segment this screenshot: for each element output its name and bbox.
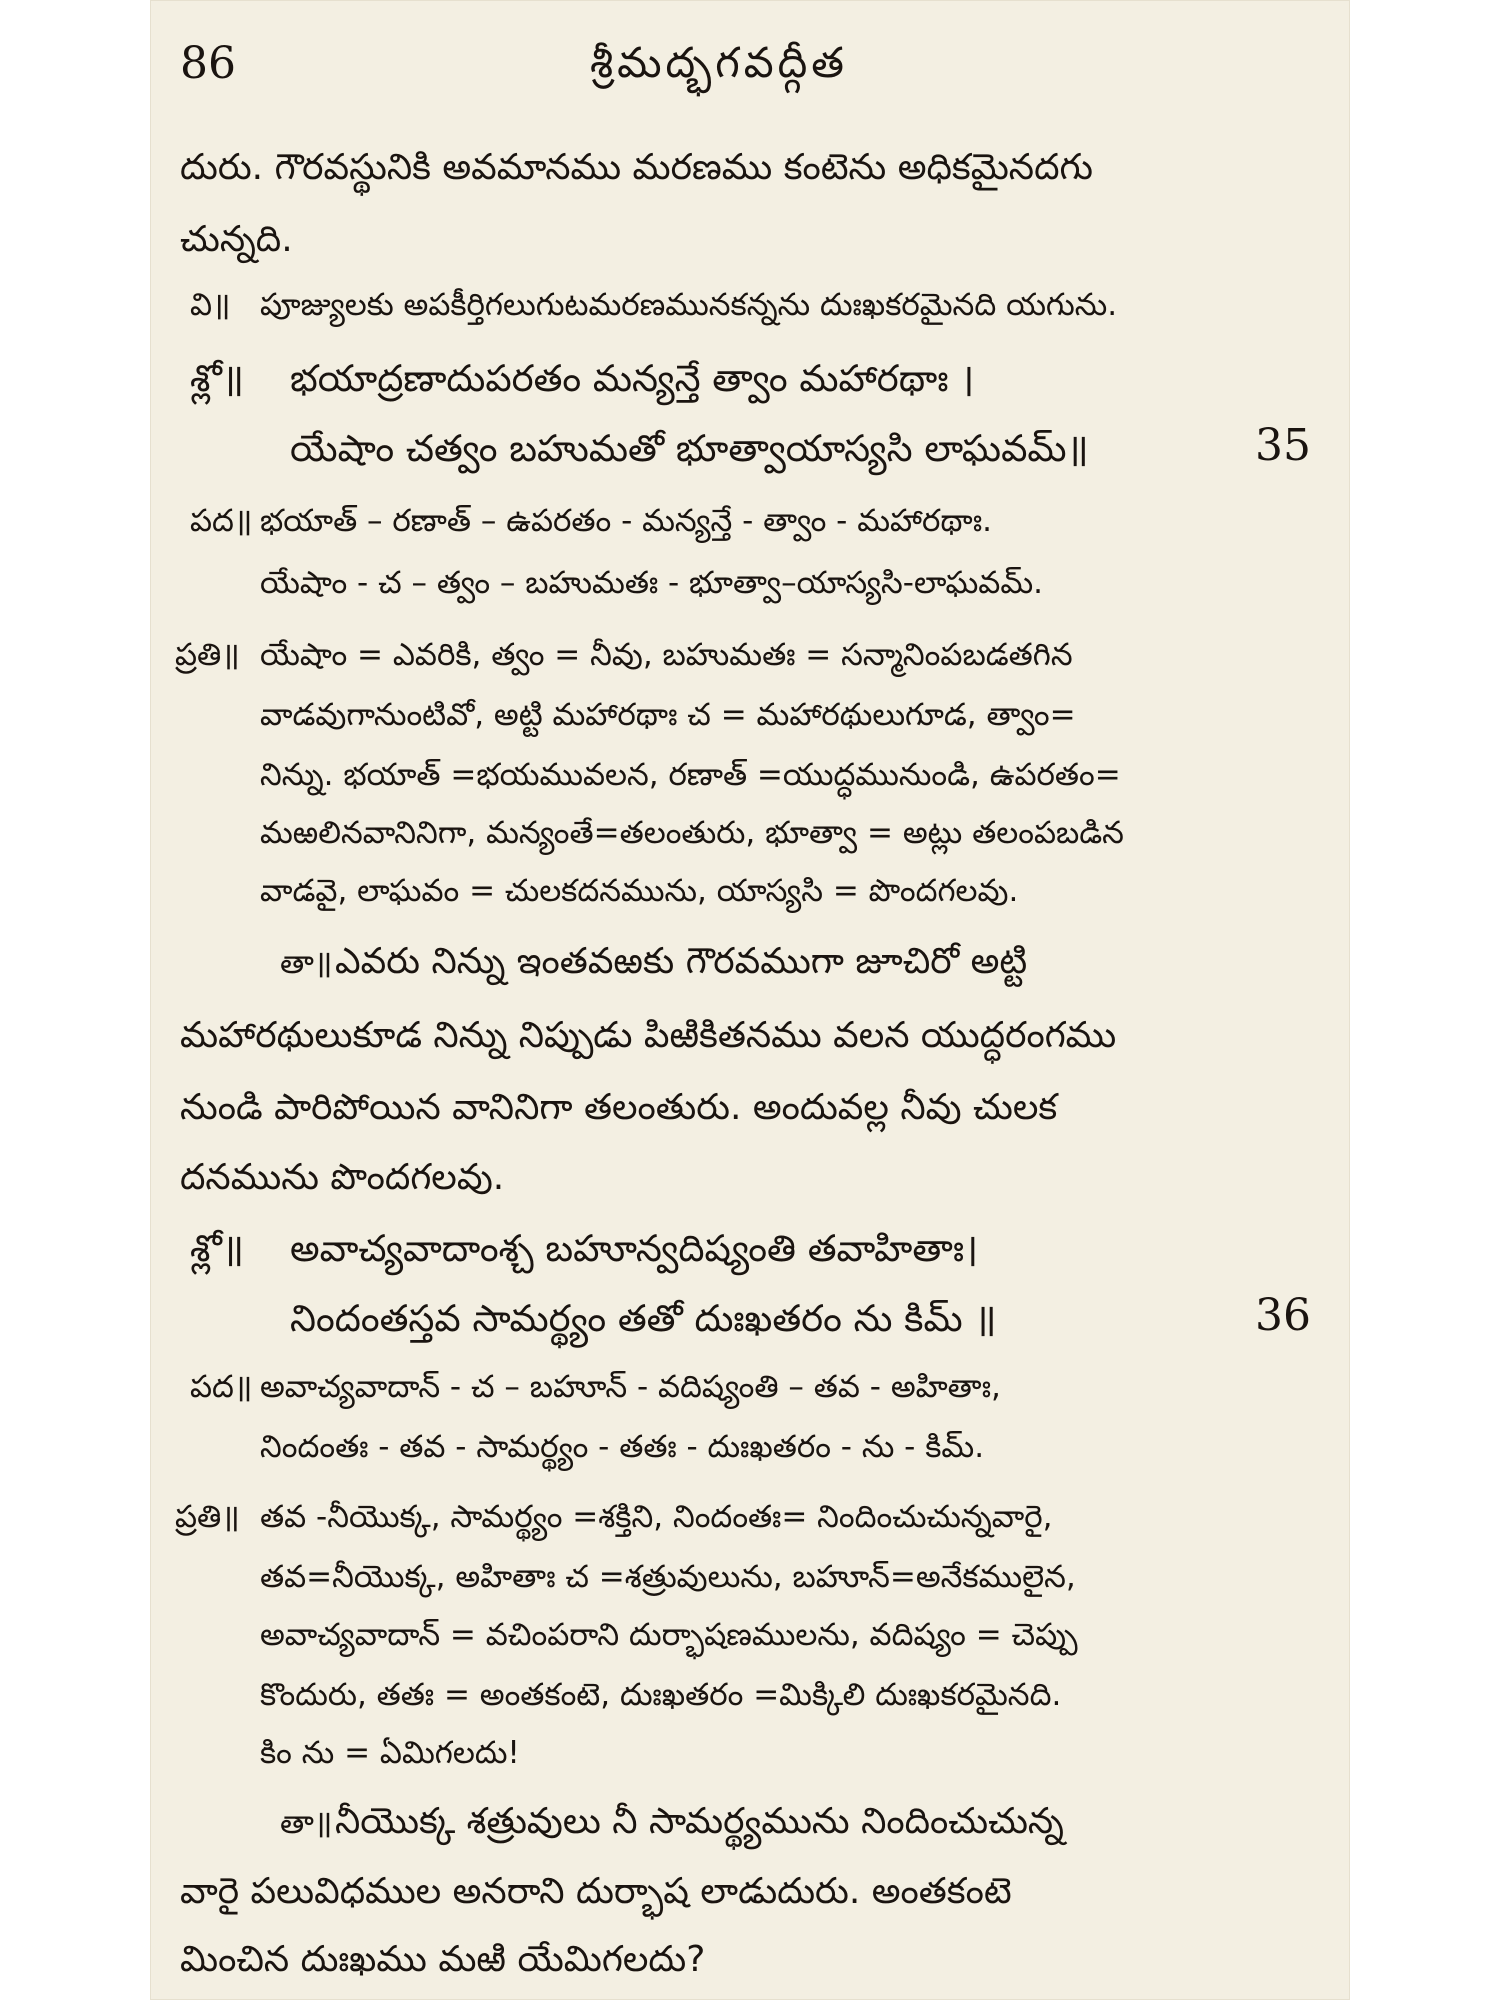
pada-line: అవాచ్యవాదాన్ - చ – బహూన్ - వదిష్యంతి – తవ - అహితాః, xyxy=(260,1369,1001,1405)
prati-line: కొందురు, తతః = అంతకంటె, దుఃఖతరం =మిక్కిలి దుఃఖకరమైనది. xyxy=(260,1677,1062,1713)
pada-label: పద॥ xyxy=(190,1369,253,1405)
book-page xyxy=(150,0,1350,2000)
pada-label: పద॥ xyxy=(190,503,253,539)
taa-label: తా॥ xyxy=(280,1805,333,1841)
prati-line: తవ=నీయొక్క, అహితాః చ =శత్రువులును, బహూన్=అనేకములైన, xyxy=(260,1559,1076,1595)
prati-line: వాడవుగానుంటివో, అట్టి మహారథాః చ = మహారథులుగూడ, త్వాం= xyxy=(260,697,1076,733)
paragraph-line: దనమును పొందగలవు. xyxy=(180,1157,505,1198)
paragraph-line: ఎవరు నిన్ను ఇంతవఱకు గౌరవముగా జూచిరో అట్టి xyxy=(335,941,1028,982)
pada-line: భయాత్ – రణాత్ – ఉపరతం - మన్యన్తే - త్వాం - మహారథాః. xyxy=(260,503,992,539)
paragraph-line: దురు. గౌరవస్థునికి అవమానము మరణము కంటెను అధికమైనదగు xyxy=(180,147,1093,188)
verse-number: 35 xyxy=(1255,420,1311,471)
prati-line: మఱలినవానినిగా, మన్యంతే=తలంతురు, భూత్వా = అట్లు తలంపబడిన xyxy=(260,815,1124,851)
paragraph-line: మించిన దుఃఖము మఱి యేమిగలదు? xyxy=(180,1939,706,1980)
page-header-title: శ్రీమద్భగవద్గీత xyxy=(590,38,848,87)
sloka-label: శ్లో॥ xyxy=(190,1227,245,1270)
paragraph-line: మహారథులుకూడ నిన్ను నిప్పుడు పిఱికితనము వలన యుద్ధరంగము xyxy=(180,1015,1117,1056)
prati-label: ప్రతి॥ xyxy=(175,637,240,673)
taa-label: తా॥ xyxy=(280,945,333,981)
pada-line: నిందంతః - తవ - సామర్థ్యం - తతః - దుఃఖతరం - ను - కిమ్. xyxy=(260,1429,985,1465)
verse-line: భయాద్రణాదుపరతం మన్యన్తే త్వాం మహారథాః । xyxy=(290,357,975,400)
vi-text: పూజ్యులకు అపకీర్తిగలుగుటమరణమునకన్నను దుఃఖకరమైనది యగును. xyxy=(260,287,1118,323)
vi-label: వి॥ xyxy=(190,287,231,323)
page-number: 86 xyxy=(180,38,236,89)
verse-line: అవాచ్యవాదాంశ్చ బహూన్వదిష్యంతి తవాహితాః। xyxy=(290,1227,979,1270)
paragraph-line: చున్నది. xyxy=(180,219,293,260)
prati-line: యేషాం = ఎవరికి, త్వం = నీవు, బహుమతః = సన్మానింపబడతగిన xyxy=(260,637,1073,673)
prati-line: తవ -నీయొక్క, సామర్థ్యం =శక్తిని, నిందంతః= నిందించుచున్నవారై, xyxy=(260,1499,1053,1535)
prati-line: నిన్ను. భయాత్ =భయమువలన, రణాత్ =యుద్ధమునుండి, ఉపరతం= xyxy=(260,757,1121,793)
paragraph-line: వారై పలువిధముల అనరాని దుర్భాష లాడుదురు. అంతకంటె xyxy=(180,1871,1012,1912)
prati-label: ప్రతి॥ xyxy=(175,1499,240,1535)
verse-line: యేషాం చత్వం బహుమతో భూత్వాయాస్యసి లాఘవమ్॥ xyxy=(290,427,1089,470)
prati-line: కిం ను = ఏమిగలదు! xyxy=(260,1735,520,1771)
paragraph-line: నీయొక్క శత్రువులు నీ సామర్థ్యమును నిందించుచున్న xyxy=(335,1801,1064,1842)
sloka-label: శ్లో॥ xyxy=(190,357,245,400)
prati-line: వాడవై, లాఘవం = చులకదనమును, యాస్యసి = పొందగలవు. xyxy=(260,873,1019,909)
pada-line: యేషాం - చ – త్వం – బహుమతః - భూత్వా–యాస్యసి-లాఘవమ్. xyxy=(260,565,1043,601)
paragraph-line: నుండి పారిపోయిన వానినిగా తలంతురు. అందువల్ల నీవు చులక xyxy=(180,1087,1058,1128)
prati-line: అవాచ్యవాదాన్ = వచింపరాని దుర్భాషణములను, వదిష్యం = చెప్పు xyxy=(260,1617,1078,1653)
verse-number: 36 xyxy=(1255,1290,1311,1341)
verse-line: నిందంతస్తవ సామర్థ్యం తతో దుఃఖతరం ను కిమ్ ॥ xyxy=(290,1297,997,1340)
